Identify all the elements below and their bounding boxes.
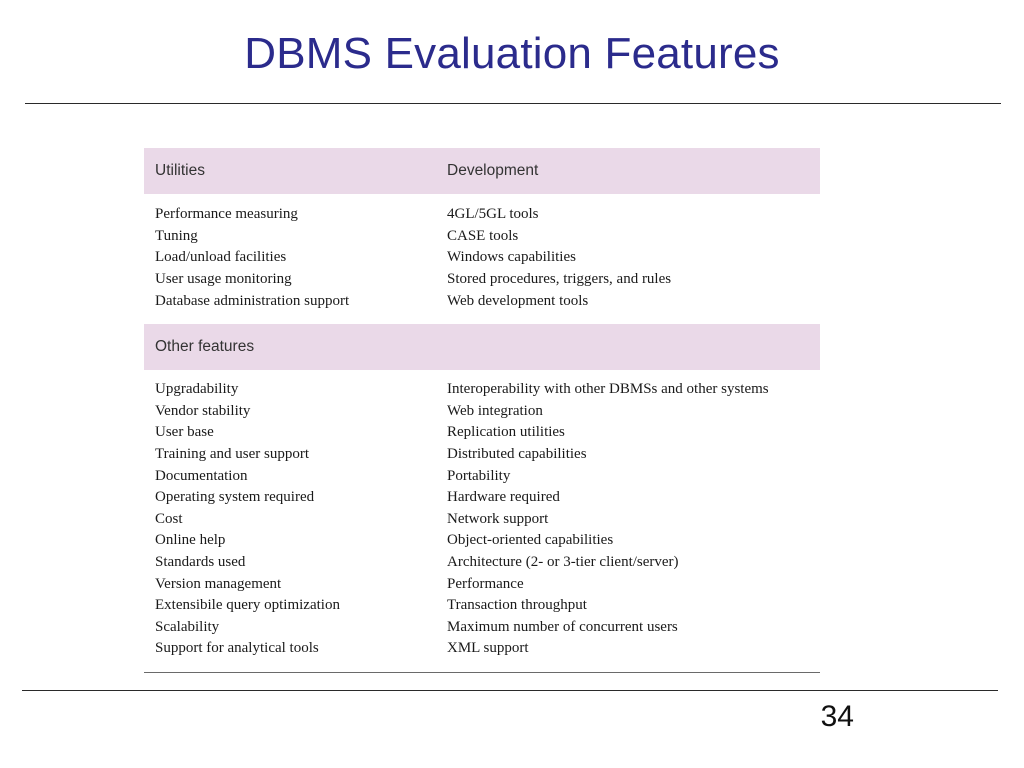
feature-cell: Portability: [447, 467, 511, 484]
section1-rows: [144, 194, 820, 324]
feature-cell: Maximum number of concurrent users: [447, 618, 678, 635]
table-row: [144, 465, 820, 487]
table-row: [144, 509, 820, 531]
feature-cell: XML support: [447, 640, 529, 657]
section2-rows: [144, 370, 820, 672]
utility-cell: Performance measuring: [155, 206, 298, 223]
feature-cell: Training and user support: [155, 446, 310, 463]
development-cell: Web development tools: [447, 292, 589, 309]
feature-cell: Support for analytical tools: [155, 640, 319, 657]
table-row: [144, 422, 820, 444]
development-cell: CASE tools: [447, 227, 519, 244]
feature-cell: Cost: [155, 510, 183, 527]
feature-cell: Web integration: [447, 402, 543, 419]
feature-cell: Extensibile query optimization: [155, 597, 340, 614]
table-row: [144, 552, 820, 574]
features-table: [144, 148, 820, 673]
table-row: [144, 204, 820, 226]
feature-cell: Network support: [447, 510, 549, 527]
utility-cell: Tuning: [155, 227, 198, 244]
feature-cell: User base: [155, 424, 214, 441]
header-other-features: Other features: [155, 338, 255, 355]
bottom-divider: [22, 690, 998, 691]
table-row: [144, 444, 820, 466]
development-cell: Stored procedures, triggers, and rules: [447, 271, 672, 288]
utility-cell: Database administration support: [155, 292, 350, 309]
utility-cell: Load/unload facilities: [155, 249, 287, 266]
feature-cell: Transaction throughput: [447, 597, 587, 614]
feature-cell: Architecture (2- or 3-tier client/server): [447, 554, 679, 571]
table-row: [144, 638, 820, 660]
feature-cell: Hardware required: [447, 489, 560, 506]
table-row: [144, 617, 820, 639]
table-row: [144, 379, 820, 401]
feature-cell: Interoperability with other DBMSs and other systems: [447, 381, 769, 398]
feature-cell: Version management: [155, 575, 282, 592]
table-row: [144, 530, 820, 552]
feature-cell: Operating system required: [155, 489, 315, 506]
table-row: [144, 573, 820, 595]
section-header-utilities-development: [144, 148, 820, 194]
feature-cell: Online help: [155, 532, 226, 549]
header-utilities: Utilities: [155, 162, 205, 179]
section-header-other-features: [144, 324, 820, 370]
feature-cell: Distributed capabilities: [447, 446, 587, 463]
feature-cell: Upgradability: [155, 381, 239, 398]
table-row: [144, 487, 820, 509]
table-row: [144, 269, 820, 291]
development-cell: 4GL/5GL tools: [447, 206, 539, 223]
page-number: 34: [820, 700, 854, 733]
development-cell: Windows capabilities: [447, 249, 576, 266]
feature-cell: Documentation: [155, 467, 248, 484]
feature-cell: Vendor stability: [155, 402, 251, 419]
table-row: [144, 401, 820, 423]
feature-cell: Scalability: [155, 618, 220, 635]
feature-cell: Object-oriented capabilities: [447, 532, 614, 549]
feature-cell: Standards used: [155, 554, 246, 571]
table-row: [144, 247, 820, 269]
top-divider: [25, 103, 1001, 104]
feature-cell: Replication utilities: [447, 424, 565, 441]
table-row: [144, 595, 820, 617]
table-bottom-rule: [144, 672, 820, 673]
utility-cell: User usage monitoring: [155, 271, 292, 288]
slide-title: DBMS Evaluation Features: [244, 29, 780, 78]
feature-cell: Performance: [447, 575, 524, 592]
table-row: [144, 290, 820, 312]
header-development: Development: [447, 162, 539, 179]
table-row: [144, 226, 820, 248]
